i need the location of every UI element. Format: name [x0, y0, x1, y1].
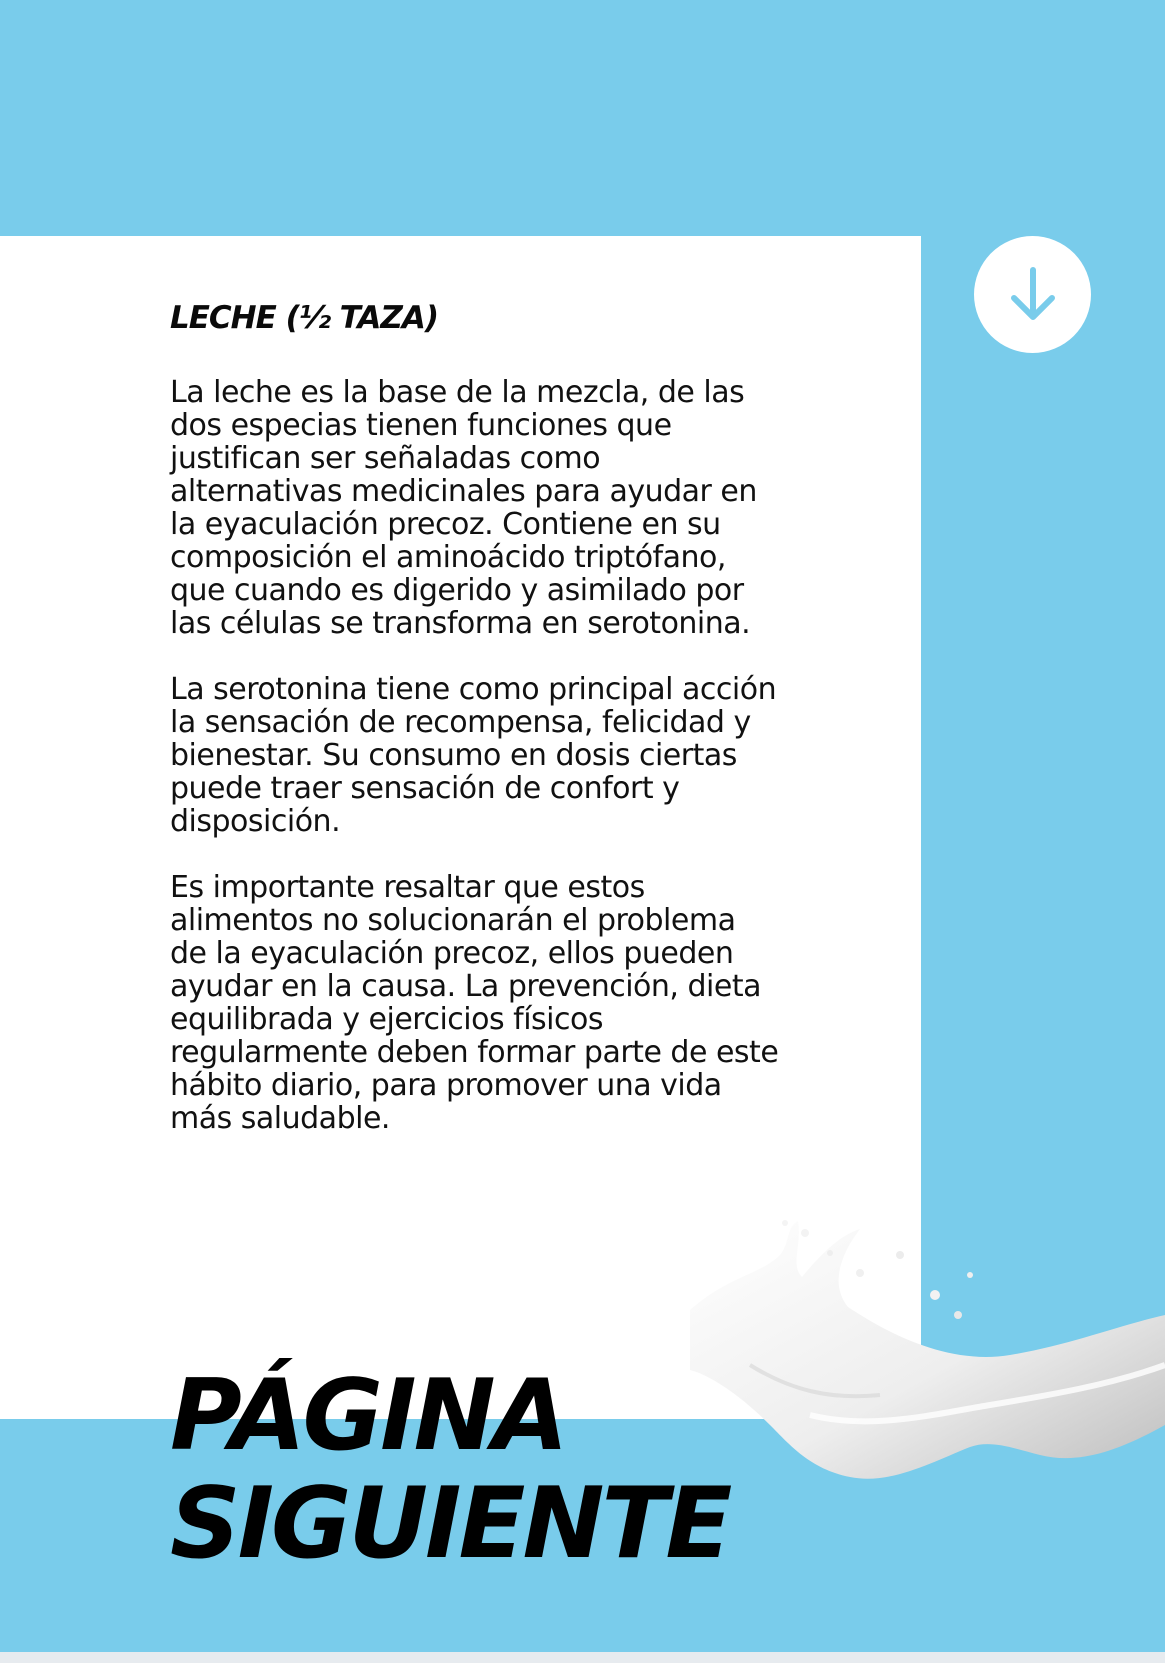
bottom-strip: [0, 1652, 1165, 1663]
arrow-down-icon: [1000, 262, 1066, 328]
paragraph: La leche es la base de la mezcla, de las dos especias tienen funciones que justifican ser señaladas como alternativas medicinales para ayudar en la eyaculación precoz. Contiene en su composición el aminoácido triptófano, que cuando es digerido y asimilado por las células se transforma en serotonina.: [170, 375, 757, 641]
paragraph: Es importante resaltar que estos alimentos no solucionarán el problema de la eyaculación precoz, ellos pueden ayudar en la causa. La prevención, dieta equilibrada y ejercicios físicos regularmente deben formar parte de este hábito diario, para promover una vida más saludable.: [170, 870, 779, 1136]
article: [170, 300, 780, 1168]
next-page-line1: PÁGINA: [170, 1359, 566, 1473]
scroll-down-button[interactable]: [974, 236, 1091, 353]
section-heading: LECHE (½ TAZA): [170, 300, 439, 336]
milk-splash-icon: [690, 1215, 1165, 1615]
paragraph: La serotonina tiene como principal acción la sensación de recompensa, felicidad y bienestar. Su consumo en dosis ciertas puede traer sensación de confort y disposición.: [170, 672, 777, 839]
next-page-link[interactable]: [170, 1359, 730, 1581]
next-page-line2: SIGUIENTE: [170, 1467, 730, 1581]
